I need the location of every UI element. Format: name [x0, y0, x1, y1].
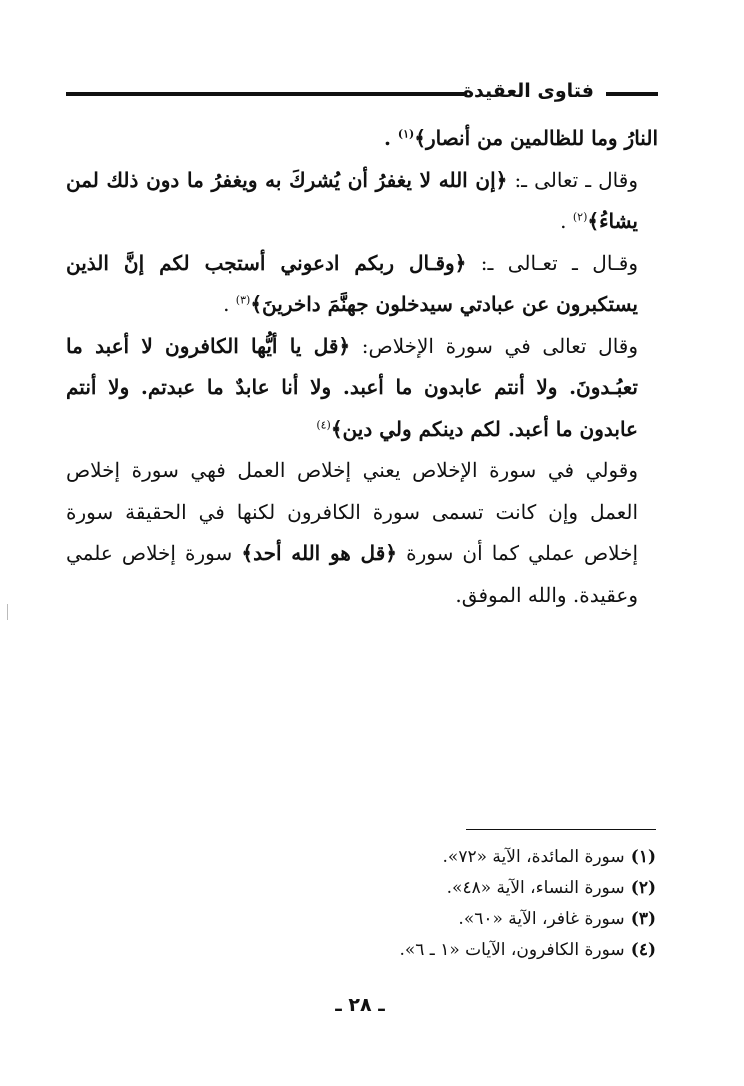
footnote-number: (٤): [630, 940, 656, 960]
paragraph-4-quote: ﴿قل يا أيُّها الكافرون لا أعبد ما تعبُـدونَ. ولا أنتم عابدون ما أعبد. ولا أنا عابدٌ ما عبدتم. ولا أنتم عابدون ما أعبد. لكم دينكم ولي دين﴾: [66, 333, 638, 441]
footnote-number: (٢): [630, 878, 656, 898]
footnote-ref-3: (٣): [235, 293, 251, 307]
footnote-number: (٣): [630, 909, 656, 929]
footnotes: [300, 842, 656, 966]
paragraph-1: [66, 118, 658, 160]
paragraph-3-quote: ﴿وقـال ربكم ادعوني أستجب لكم إنَّ الذين يستكبرون عن عبادتي سيدخلون جهنَّمَ داخرينَ﴾: [66, 250, 638, 316]
scan-edge-mark: [7, 604, 8, 620]
paragraph-3: [66, 243, 658, 326]
footnote-rule: [466, 829, 656, 830]
paragraph-2: [66, 160, 658, 243]
paragraph-1-end: .: [383, 126, 398, 150]
page-number: ـ ٢٨ ـ: [335, 994, 385, 1016]
footnote-ref-4: (٤): [316, 417, 331, 431]
paragraph-5-text-1: وقولي في سورة الإخلاص يعني إخلاص العمل فهي سورة إخلاص العمل وإن كانت تسمى سورة الكافرون لكنها في الحقيقة سورة إخلاص عملي كما أن سورة: [66, 458, 639, 565]
paragraph-5-quote: ﴿قل هو الله أحد﴾: [241, 541, 397, 565]
paragraph-4: [66, 326, 658, 451]
footnote-1: [300, 842, 656, 873]
paragraph-2-intro: وقال ـ تعالى ـ:: [507, 167, 638, 192]
paragraph-3-intro: وقـال ـ تعـالى ـ:: [466, 250, 638, 275]
paragraph-3-end: .: [223, 292, 236, 316]
paragraph-2-end: .: [560, 209, 573, 233]
footnote-ref-1: (١): [397, 127, 415, 141]
footnote-text: سورة النساء، الآية «٤٨».: [446, 878, 625, 898]
footnote-text: سورة غافر، الآية «٦٠».: [458, 909, 625, 929]
footnote-text: سورة الكافرون، الآيات «١ ـ ٦».: [399, 940, 625, 960]
paragraph-5: [66, 450, 658, 616]
footnote-text: سورة المائدة، الآية «٧٢».: [442, 847, 625, 867]
footnote-3: [300, 904, 656, 935]
running-header: [66, 78, 658, 106]
paragraph-5-text-2: سورة إخلاص علمي وعقيدة. والله الموفق.: [66, 541, 638, 607]
body-text: [66, 118, 658, 616]
footnote-2: [300, 873, 656, 904]
paragraph-4-intro: وقال تعالى في سورة الإخلاص:: [350, 333, 639, 358]
header-rule-short: [606, 92, 658, 96]
header-title: فتاوى العقيدة: [462, 80, 594, 102]
footnote-4: [300, 935, 656, 966]
footnote-number: (١): [630, 847, 656, 867]
paragraph-2-quote: ﴿إن الله لا يغفرُ أن يُشركَ به ويغفرُ ما دون ذلك لمن يشاءُ﴾: [66, 167, 638, 233]
footnote-ref-2: (٢): [572, 210, 588, 224]
header-rule-long: [66, 92, 464, 96]
paragraph-1-text: النارُ وما للظالمين من أنصار﴾: [414, 126, 658, 150]
